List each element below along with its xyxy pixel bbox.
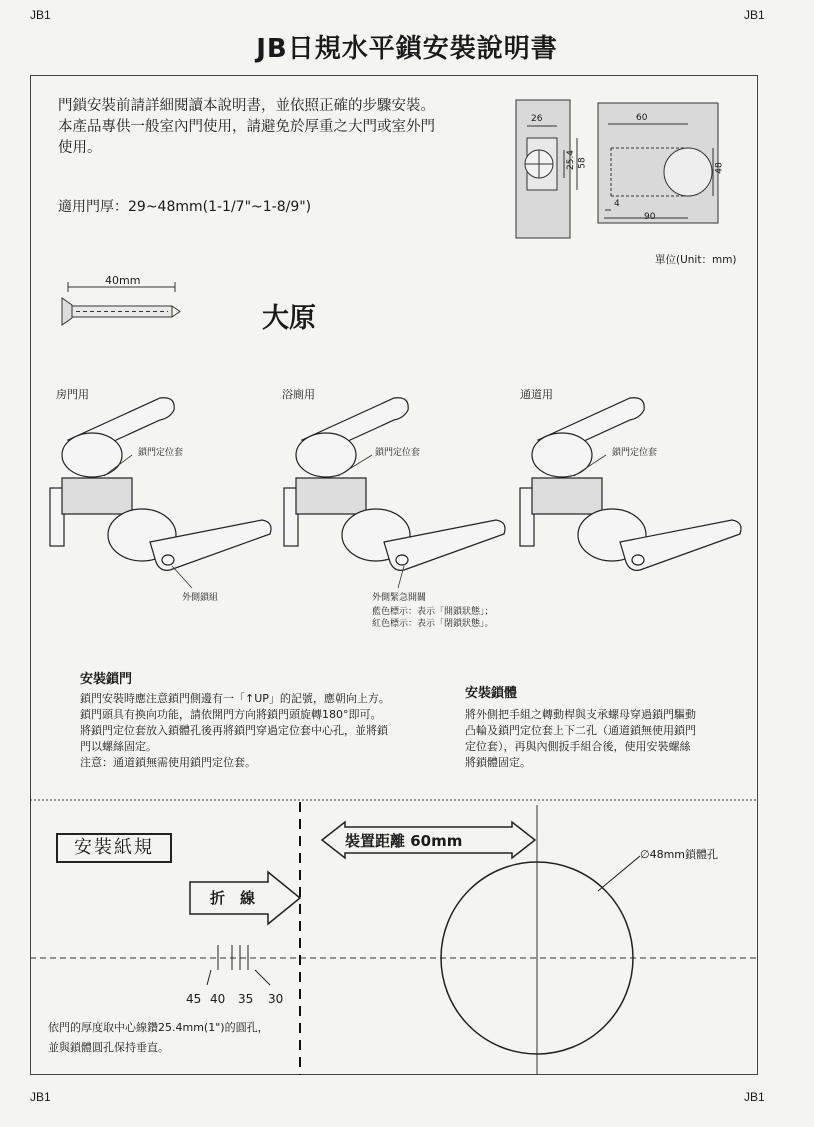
unit-note: 單位(Unit：mm) (655, 254, 737, 266)
callout-latch-sleeve-1: 鎖門定位套 (138, 448, 184, 458)
emergency-note-red: 紅色標示：表示「閉鎖狀態」。 (372, 619, 494, 629)
backset-label: 裝置距離 60mm (345, 832, 463, 850)
hole-callout-line (598, 856, 640, 891)
intro-line-2: 本產品專供一般室內門使用，請避免於厚重之大門或室外門 (58, 119, 435, 135)
install-body-line: 將鎖體固定。 (465, 756, 531, 769)
screw-drawing (62, 282, 180, 325)
intro-line-3: 使用。 (58, 140, 102, 156)
thickness-mark-40: 40 (210, 992, 226, 1006)
fold-label: 折 線 (210, 889, 256, 907)
dim-26: 26 (531, 114, 543, 124)
install-latch-line: 門以螺絲固定。 (80, 740, 157, 753)
install-body-line: 凸輪及鎖門定位套上下二孔（通道鎖無使用鎖門 (465, 724, 696, 737)
corner-code-bottom-right: JB1 (744, 1090, 765, 1104)
thickness-mark-35: 35 (238, 992, 254, 1006)
thickness-mark-45: 45 (186, 992, 202, 1006)
install-latch-line: 將鎖門定位套放入鎖體孔後再將鎖門穿過定位套中心孔，並將鎖 (80, 724, 388, 737)
lock-type-bedroom: 房門用 (56, 388, 89, 401)
callout-latch-sleeve-3: 鎖門定位套 (612, 448, 658, 458)
install-body-section (465, 682, 745, 771)
hole-label: ∅48mm鎖體孔 (640, 848, 719, 861)
callout-latch-sleeve-2: 鎖門定位套 (375, 448, 421, 458)
install-body-line: 將外側把手組之轉動桿與支承螺母穿過鎖門驅動 (465, 708, 696, 721)
install-latch-text (80, 691, 440, 771)
screw-length: 40mm (105, 274, 141, 287)
template-note (48, 1018, 269, 1058)
template-note-line-1: 依門的厚度取中心線鑽25.4mm(1")的圓孔， (48, 1021, 269, 1034)
dim-48: 48 (714, 162, 725, 174)
lockset-drawing-3 (520, 398, 741, 571)
corner-code-top-right: JB1 (744, 8, 765, 22)
template-title: 安裝紙規 (56, 833, 172, 863)
install-body-heading: 安裝鎖體 (465, 686, 518, 701)
emergency-note-blue: 藍色標示：表示「開鎖狀態」； (372, 607, 494, 617)
install-latch-line: 鎖門安裝時應注意鎖門側邊有一「↑UP」的記號，應朝向上方。 (80, 692, 390, 705)
door-thickness: 適用門厚：29~48mm(1-1/7"~1-8/9") (58, 199, 312, 215)
brand-name: 大原 (262, 303, 316, 334)
page-title: JB日規水平鎖安裝說明書 (256, 34, 558, 64)
dim-4: 4 (614, 199, 620, 209)
lockset-drawing-1 (50, 398, 271, 571)
install-latch-section (80, 668, 440, 771)
install-latch-line: 注意：通道鎖無需使用鎖門定位套。 (80, 756, 256, 769)
install-body-line: 定位套），再與內側扳手組合後，使用安裝螺絲 (465, 740, 691, 753)
install-latch-line: 鎖門頭具有換向功能，請依開門方向將鎖門頭旋轉180°即可。 (80, 708, 382, 721)
dim-90: 90 (644, 212, 656, 222)
install-latch-heading: 安裝鎖門 (80, 672, 133, 687)
thickness-mark-30: 30 (268, 992, 284, 1006)
dim-60: 60 (636, 113, 648, 123)
dim-25-4: 25.4 (566, 149, 577, 171)
lockset-drawing-2 (284, 398, 505, 571)
lock-type-bathroom: 浴廁用 (282, 388, 315, 401)
corner-code-bottom-left: JB1 (30, 1090, 51, 1104)
thickness-marks (207, 945, 270, 985)
outside-lock-set-label: 外側鎖組 (182, 593, 219, 603)
corner-code-top-left: JB1 (30, 8, 51, 22)
intro-line-1: 門鎖安裝前請詳細閱讀本說明書，並依照正確的步驟安裝。 (58, 98, 435, 114)
template-note-line-2: 並與鎖體圓孔保持垂直。 (48, 1041, 169, 1054)
lock-type-passage: 通道用 (520, 388, 553, 401)
emergency-release-label: 外側緊急開關 (372, 593, 427, 603)
install-body-text (465, 707, 745, 771)
dim-58: 58 (577, 157, 588, 169)
